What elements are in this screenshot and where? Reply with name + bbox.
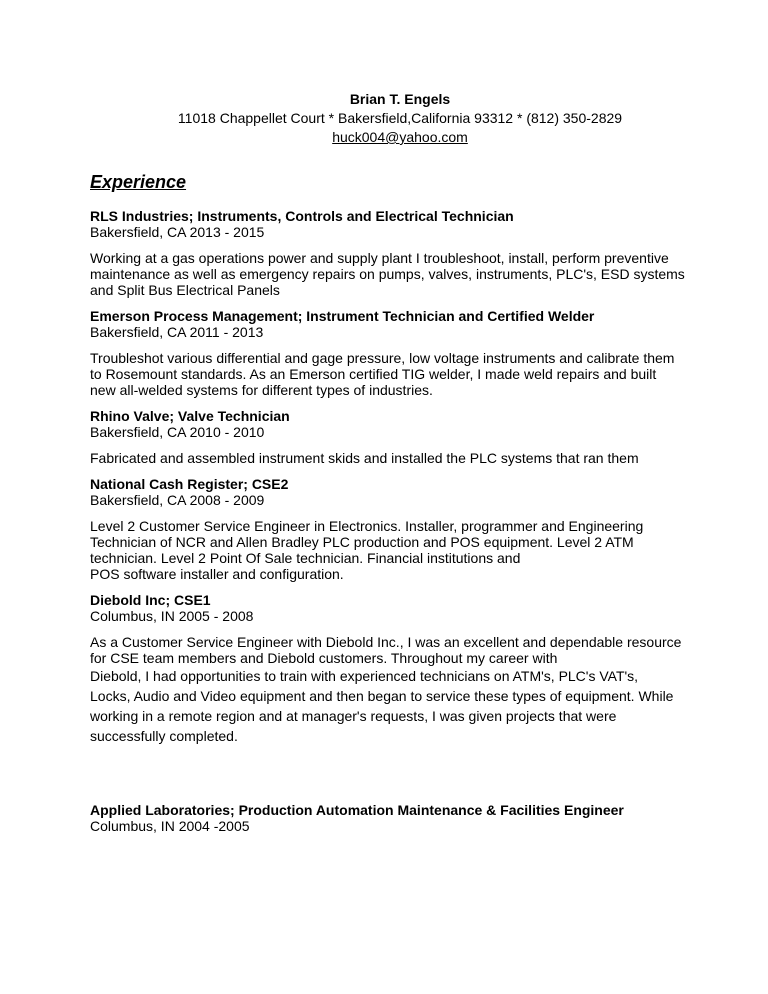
job-entry (90, 802, 690, 834)
description-line: Troubleshot various differential and gage pressure, low voltage instruments and calibrate them (90, 350, 675, 366)
description-line: Working at a gas operations power and supply plant I troubleshoot, install, perform preventive (90, 250, 669, 266)
description-line: Level 2 Customer Service Engineer in Electronics. Installer, programmer and Engineering (90, 518, 644, 534)
job-description (90, 350, 690, 398)
job-location: Columbus, IN 2004 -2005 (90, 818, 250, 834)
email-link[interactable]: huck004@yahoo.com (332, 129, 468, 145)
job-title: Applied Laboratories; Production Automation Maintenance & Facilities Engineer (90, 802, 624, 818)
job-description (90, 634, 690, 666)
description-line: to Rosemount standards. As an Emerson certified TIG welder, I made weld repairs and built (90, 366, 657, 382)
job-description (90, 250, 690, 298)
job-location: Bakersfield, CA 2013 - 2015 (90, 224, 265, 240)
description-line: new all-welded systems for different types of industries. (90, 382, 433, 398)
job-entry (90, 308, 690, 398)
candidate-name: Brian T. Engels (349, 91, 451, 107)
job-entry (90, 208, 690, 298)
description-line: POS software installer and configuration. (90, 566, 344, 582)
description-line: successfully completed. (90, 728, 238, 744)
description-line: Technician of NCR and Allen Bradley PLC production and POS equipment. Level 2 ATM (90, 534, 634, 550)
job-entry (90, 476, 690, 582)
job-description (90, 450, 690, 466)
description-line: for CSE team members and Diebold customers. Throughout my career with (90, 650, 558, 666)
job-title: Emerson Process Management; Instrument Technician and Certified Welder (90, 308, 595, 324)
job-title: RLS Industries; Instruments, Controls and Electrical Technician (90, 208, 514, 224)
description-line: technician. Level 2 Point Of Sale technician. Financial institutions and (90, 550, 521, 566)
resume-header (0, 90, 768, 147)
job-entry (90, 408, 690, 466)
description-line: working in a remote region and at manager's requests, I was given projects that were (90, 708, 617, 724)
experience-list (90, 208, 690, 844)
job-location: Bakersfield, CA 2008 - 2009 (90, 492, 265, 508)
section-title-experience: Experience (90, 172, 187, 192)
description-line: Fabricated and assembled instrument skids and installed the PLC systems that ran them (90, 450, 639, 466)
job-location: Bakersfield, CA 2010 - 2010 (90, 424, 265, 440)
description-line: maintenance as well as emergency repairs on pumps, valves, instruments, PLC's, ESD systems (90, 266, 685, 282)
job-description (90, 518, 690, 582)
job-location: Columbus, IN 2005 - 2008 (90, 608, 254, 624)
job-title: Rhino Valve; Valve Technician (90, 408, 290, 424)
description-line: As a Customer Service Engineer with Diebold Inc., I was an excellent and dependable resource (90, 634, 682, 650)
description-line: Diebold, I had opportunities to train with experienced technicians on ATM's, PLC's VAT's, (90, 668, 639, 684)
job-title: Diebold Inc; CSE1 (90, 592, 211, 608)
contact-address: 11018 Chappellet Court * Bakersfield,California 93312 * (812) 350-2829 (177, 110, 623, 126)
job-entry (90, 592, 690, 746)
job-description-continued (90, 666, 690, 746)
job-location: Bakersfield, CA 2011 - 2013 (90, 324, 264, 340)
description-line: Locks, Audio and Video equipment and then began to service these types of equipment. While (90, 688, 674, 704)
description-line: and Split Bus Electrical Panels (90, 282, 280, 298)
job-title: National Cash Register; CSE2 (90, 476, 289, 492)
section-spacer (90, 756, 690, 802)
